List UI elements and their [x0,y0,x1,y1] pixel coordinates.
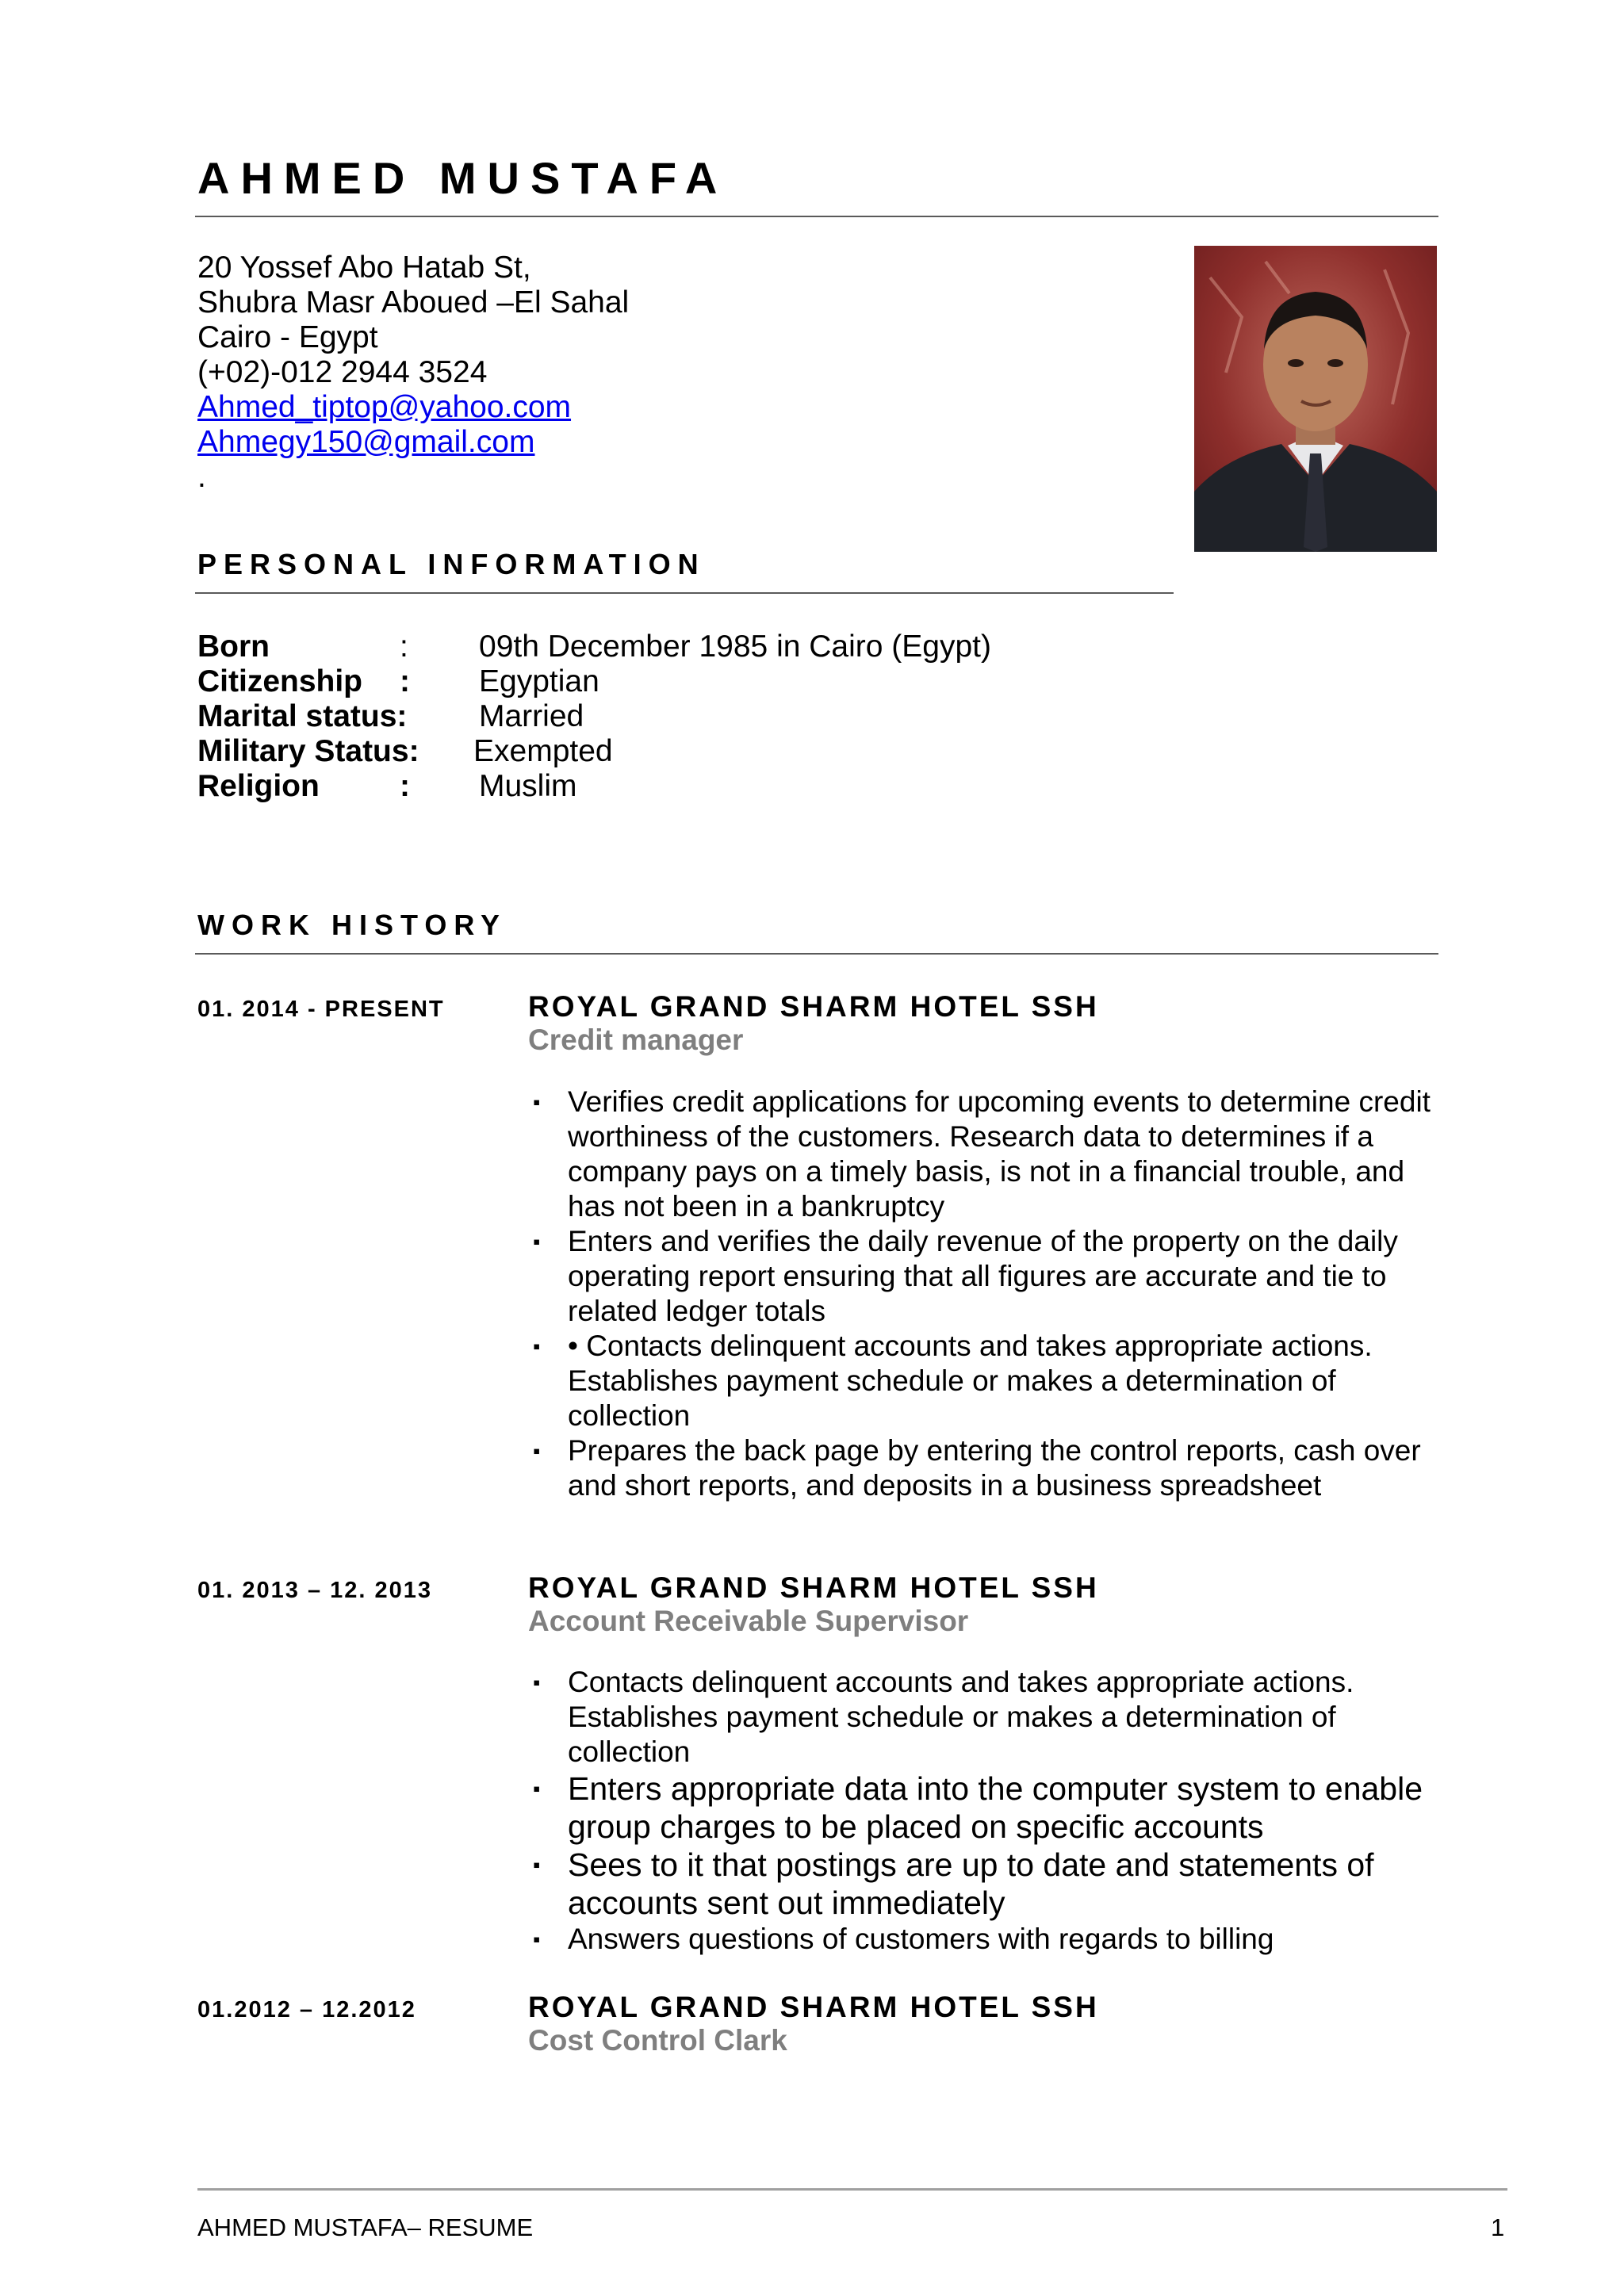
personal-divider [195,592,1174,594]
footer-divider [197,2188,1507,2191]
personal-row-marital [197,699,407,734]
job-duties-list [528,1085,1448,1503]
phone-number: (+02)-012 2944 3524 [197,355,488,389]
duty-item: ▪ Answers questions of customers with regards to billing [533,1923,1274,1955]
address-line-2: Shubra Masr Aboued –El Sahal [197,285,630,320]
contact-dot: . [197,460,206,494]
job-duties-list [528,1665,1448,1957]
marital-label: Marital status: [197,699,408,733]
religion-label: Religion [197,769,320,803]
marital-value: Married [479,699,584,733]
personal-row-religion [197,769,320,804]
section-title-work: WORK HISTORY [197,909,508,941]
bullet-icon: ▪ [533,1670,541,1694]
duty-item: ▪ Verifies credit applications for upcoming events to determine credit worthiness of the customers. Research data to determines if a company pays on a timely basis, is not in a financial trouble, and has not been in a bankruptcy [533,1085,1431,1223]
personal-row-citizenship [197,664,362,699]
bullet-icon: ▪ [533,1927,541,1951]
citizenship-colon: : [400,664,410,698]
duty-item: ▪ • Contacts delinquent accounts and takes appropriate actions. Establishes payment schedule or makes a determination of collection [533,1330,1373,1432]
citizenship-label: Citizenship [197,664,363,698]
job-date: 01. 2013 – 12. 2013 [197,1578,433,1603]
bullet-icon: ▪ [533,1230,541,1253]
job-date: 01.2012 – 12.2012 [197,1997,416,2022]
job-position: Account Receivable Supervisor [528,1605,969,1637]
email-link-gmail[interactable]: Ahmegy150@gmail.com [197,425,535,459]
address-line-3: Cairo - Egypt [197,320,378,354]
work-divider [195,953,1438,955]
bullet-icon: ▪ [533,1090,541,1114]
profile-photo [1194,246,1437,552]
job-position: Credit manager [528,1024,744,1056]
religion-value: Muslim [479,769,577,803]
page-number: 1 [1491,2214,1505,2241]
job-position: Cost Control Clark [528,2024,787,2057]
job-date: 01. 2014 - PRESENT [197,997,445,1022]
military-label: Military Status: [197,734,419,768]
job-company: ROYAL GRAND SHARM HOTEL SSH [528,1571,1099,1604]
personal-row-military [197,734,419,769]
bullet-icon: ▪ [533,1439,541,1463]
bullet-icon: ▪ [533,1334,541,1358]
bullet-icon: ▪ [533,1853,541,1877]
contact-block [197,251,629,495]
military-value: Exempted [473,734,613,768]
born-colon: : [400,629,408,664]
job-company: ROYAL GRAND SHARM HOTEL SSH [528,1991,1099,2023]
citizenship-value: Egyptian [479,664,599,698]
religion-colon: : [400,769,410,803]
duty-item: ▪ Prepares the back page by entering the control reports, cash over and short reports, and deposits in a business spreadsheet [533,1434,1421,1502]
header-divider [195,216,1438,217]
resume-name: AHMED MUSTAFA [197,153,729,203]
address-line-1: 20 Yossef Abo Hatab St, [197,251,531,285]
email-link-yahoo[interactable]: Ahmed_tiptop@yahoo.com [197,390,572,424]
duty-item: ▪ Enters and verifies the daily revenue of the property on the daily operating report ensuring that all figures are accurate and tie to related ledger totals [533,1225,1398,1327]
personal-row-born [197,629,270,664]
duty-item: ▪ Contacts delinquent accounts and takes appropriate actions. Establishes payment schedule or makes a determination of collection [533,1666,1354,1768]
footer-label: AHMED MUSTAFA– RESUME [197,2214,534,2241]
section-title-personal: PERSONAL INFORMATION [197,548,706,580]
duty-item: ▪ Sees to it that postings are up to date and statements of accounts sent out immediately [533,1846,1374,1921]
job-company: ROYAL GRAND SHARM HOTEL SSH [528,990,1099,1023]
bullet-icon: ▪ [533,1777,541,1800]
born-label: Born [197,629,270,664]
duty-item: ▪ Enters appropriate data into the computer system to enable group charges to be placed on specific accounts [533,1770,1423,1845]
born-value: 09th December 1985 in Cairo (Egypt) [479,629,991,664]
